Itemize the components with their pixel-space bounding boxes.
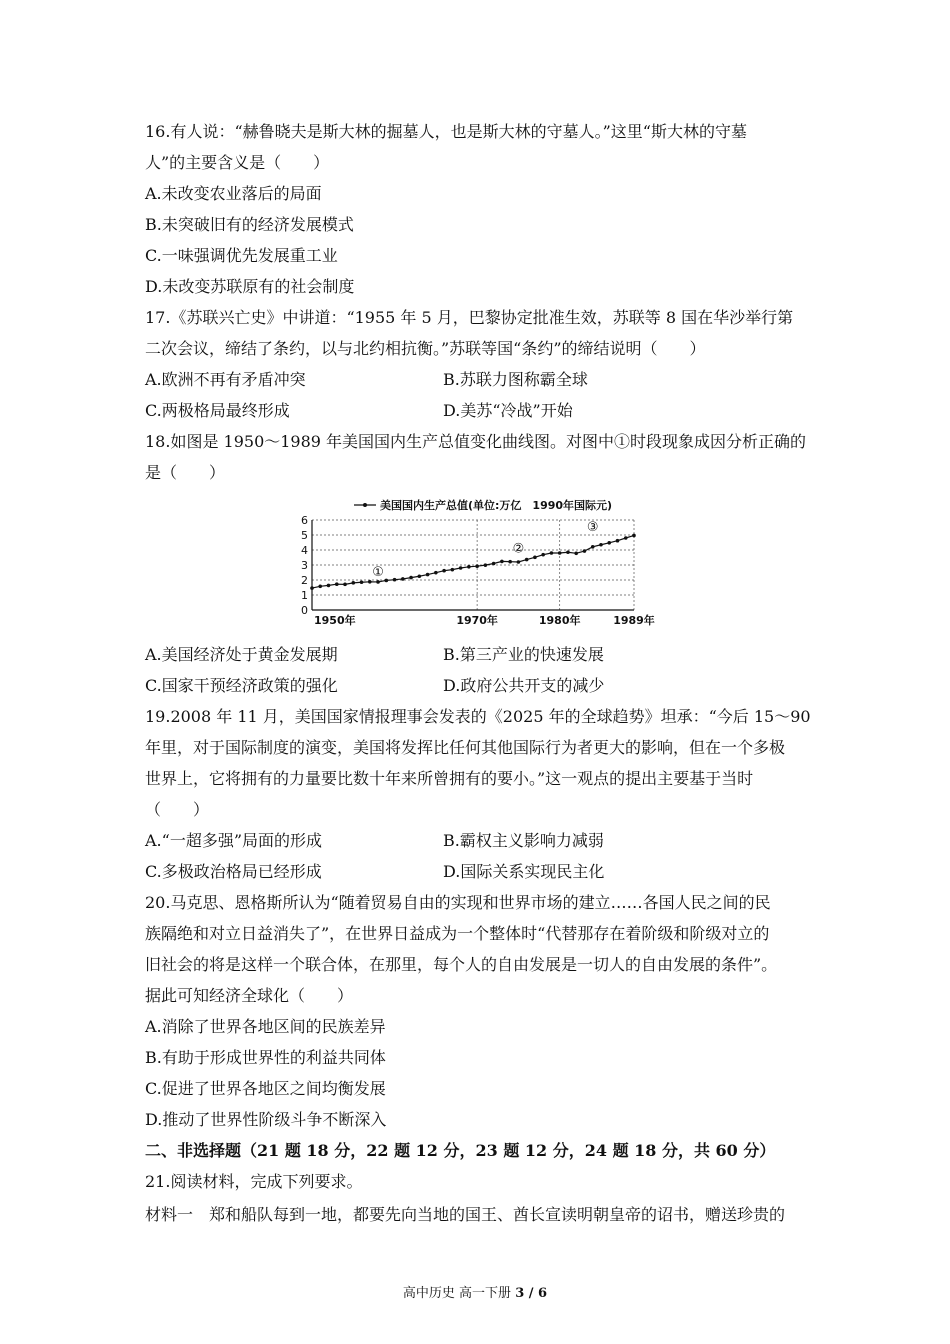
- chart-axes: [301, 514, 655, 627]
- q19-stem-line1: 19.2008 年 11 月，美国国家情报理事会发表的《2025 年的全球趋势》坦承：“今后 15～90: [145, 707, 811, 726]
- q16-stem-line2: 人”的主要含义是（ ）: [145, 153, 330, 172]
- gdp-data-point: [376, 580, 380, 584]
- q17-option-c: C.两极格局最终形成: [145, 401, 290, 420]
- chart-series: [310, 534, 636, 590]
- gdp-data-point: [624, 536, 628, 540]
- period-marker: ③: [586, 519, 599, 535]
- y-tick-label: 6: [301, 514, 308, 527]
- gdp-data-point: [550, 551, 554, 555]
- q19-stem-line2: 年里，对于国际制度的演变，美国将发挥比任何其他国际行为者更大的影响，但在一个多极: [145, 738, 786, 757]
- gdp-data-point: [508, 560, 512, 564]
- gdp-data-point: [607, 541, 611, 545]
- gdp-data-point: [360, 580, 364, 584]
- q18-stem-line2: 是（ ）: [145, 463, 226, 482]
- gdp-data-point: [492, 562, 496, 566]
- q21-material1: 材料一 郑和船队每到一地，都要先向当地的国王、酋长宣读明朝皇帝的诏书，赠送珍贵的: [145, 1205, 786, 1224]
- gdp-data-point: [393, 578, 397, 582]
- period-marker: ②: [512, 541, 525, 557]
- y-tick-label: 2: [301, 574, 308, 587]
- x-tick-label: 1989年: [613, 614, 655, 627]
- gdp-data-point: [558, 551, 562, 555]
- q16-option-d: D.未改变苏联原有的社会制度: [145, 277, 355, 296]
- q19-option-c: C.多极政治格局已经形成: [145, 862, 322, 881]
- q18-option-c: C.国家干预经济政策的强化: [145, 676, 338, 695]
- gdp-data-point: [591, 545, 595, 549]
- q20-option-b: B.有助于形成世界性的利益共同体: [145, 1048, 386, 1067]
- x-tick-label: 1950年: [314, 614, 356, 627]
- gdp-data-point: [451, 568, 455, 572]
- gdp-data-point: [409, 576, 413, 580]
- q16-option-c: C.一味强调优先发展重工业: [145, 246, 338, 265]
- q19-option-a: A.“一超多强”局面的形成: [145, 831, 323, 850]
- q16-option-b: B.未突破旧有的经济发展模式: [145, 215, 354, 234]
- q17-option-d: D.美苏“冷战”开始: [443, 401, 573, 420]
- gdp-data-point: [632, 534, 636, 538]
- q20-stem-line1: 20.马克思、恩格斯所认为“随着贸易自由的实现和世界市场的建立……各国人民之间的民: [145, 893, 771, 912]
- gdp-data-point: [335, 582, 339, 586]
- q19-option-d: D.国际关系实现民主化: [443, 862, 605, 881]
- q21-stem: 21.阅读材料，完成下列要求。: [145, 1172, 363, 1191]
- q18-option-d: D.政府公共开支的减少: [443, 676, 605, 695]
- q20-option-c: C.促进了世界各地区之间均衡发展: [145, 1079, 386, 1098]
- y-tick-label: 0: [301, 604, 308, 617]
- gdp-data-point: [351, 581, 355, 585]
- gdp-line-chart: [292, 494, 660, 628]
- legend-label: 美国国内生产总值(单位:万亿 1990年国际元): [380, 499, 613, 512]
- q20-stem-line4: 据此可知经济全球化（ ）: [145, 986, 354, 1005]
- gdp-data-point: [599, 543, 603, 547]
- gdp-data-point: [401, 577, 405, 581]
- q16-stem-line1: 16.有人说：“赫鲁晓夫是斯大林的掘墓人，也是斯大林的守墓人。”这里“斯大林的守墓: [145, 122, 747, 141]
- gdp-data-point: [517, 560, 521, 564]
- page-number: 3 / 6: [515, 1286, 548, 1301]
- gdp-data-point: [327, 584, 331, 588]
- gdp-data-point: [475, 564, 479, 568]
- y-tick-label: 1: [301, 589, 308, 602]
- q20-stem-line2: 族隔绝和对立日益消失了”，在世界日益成为一个整体时“代替那存在着阶级和阶级对立的: [145, 924, 770, 943]
- period-marker: ①: [372, 564, 384, 580]
- gdp-data-point: [418, 574, 422, 578]
- q19-stem-line3: 世界上，它将拥有的力量要比数十年来所曾拥有的要小。”这一观点的提出主要基于当时: [145, 769, 754, 788]
- q18-stem-line1: 18.如图是 1950～1989 年美国国内生产总值变化曲线图。对图中①时段现象成因分析正确的: [145, 432, 807, 451]
- q18-option-b: B.第三产业的快速发展: [443, 645, 604, 664]
- gdp-data-point: [484, 563, 488, 567]
- gdp-data-point: [583, 549, 587, 553]
- gdp-data-point: [467, 565, 471, 569]
- section2-heading: 二、非选择题（21 题 18 分，22 题 12 分，23 题 12 分，24 题 18 分，共 60 分）: [145, 1141, 776, 1160]
- legend-marker: [363, 503, 367, 507]
- gdp-data-point: [574, 552, 578, 556]
- y-tick-label: 3: [301, 559, 308, 572]
- x-tick-label: 1980年: [538, 614, 581, 627]
- gdp-data-point: [525, 558, 529, 562]
- gdp-data-point: [442, 569, 446, 573]
- q20-option-d: D.推动了世界性阶级斗争不断深入: [145, 1110, 387, 1129]
- y-tick-label: 4: [301, 544, 308, 557]
- q17-stem-line2: 二次会议，缔结了条约，以与北约相抗衡。”苏联等国“条约”的缔结说明（ ）: [145, 339, 706, 358]
- q17-option-b: B.苏联力图称霸全球: [443, 370, 588, 389]
- gdp-data-point: [368, 580, 372, 584]
- q19-option-b: B.霸权主义影响力减弱: [443, 831, 604, 850]
- page-footer: [0, 1284, 950, 1304]
- y-tick-label: 5: [301, 529, 308, 542]
- gdp-data-point: [533, 556, 537, 560]
- x-tick-label: 1970年: [456, 614, 498, 627]
- gdp-data-point: [616, 539, 620, 543]
- q20-stem-line3: 旧社会的将是这样一个联合体，在那里，每个人的自由发展是一切人的自由发展的条件”。: [145, 955, 778, 974]
- q17-option-a: A.欧洲不再有矛盾冲突: [145, 370, 306, 389]
- q18-option-a: A.美国经济处于黄金发展期: [145, 645, 338, 664]
- gdp-data-point: [426, 573, 430, 577]
- gdp-data-point: [310, 586, 314, 590]
- footer-label: 高中历史 高一下册: [402, 1286, 512, 1301]
- chart-legend: [354, 498, 612, 512]
- q16-option-a: A.未改变农业落后的局面: [145, 184, 322, 203]
- q17-stem-line1: 17.《苏联兴亡史》中讲道：“1955 年 5 月，巴黎协定批准生效，苏联等 8 国在华沙举行第: [145, 308, 794, 327]
- gdp-data-point: [541, 553, 545, 557]
- gdp-chart-svg: [292, 494, 660, 628]
- gdp-data-point: [385, 579, 389, 583]
- gdp-data-point: [318, 585, 322, 589]
- gdp-data-point: [343, 583, 347, 587]
- chart-grid: [312, 520, 634, 610]
- gdp-data-point: [500, 560, 504, 564]
- gdp-data-point: [434, 571, 438, 575]
- q19-stem-line4: （ ）: [145, 800, 210, 819]
- q20-option-a: A.消除了世界各地区间的民族差异: [145, 1017, 386, 1036]
- gdp-data-point: [566, 550, 570, 554]
- gdp-data-point: [459, 566, 463, 570]
